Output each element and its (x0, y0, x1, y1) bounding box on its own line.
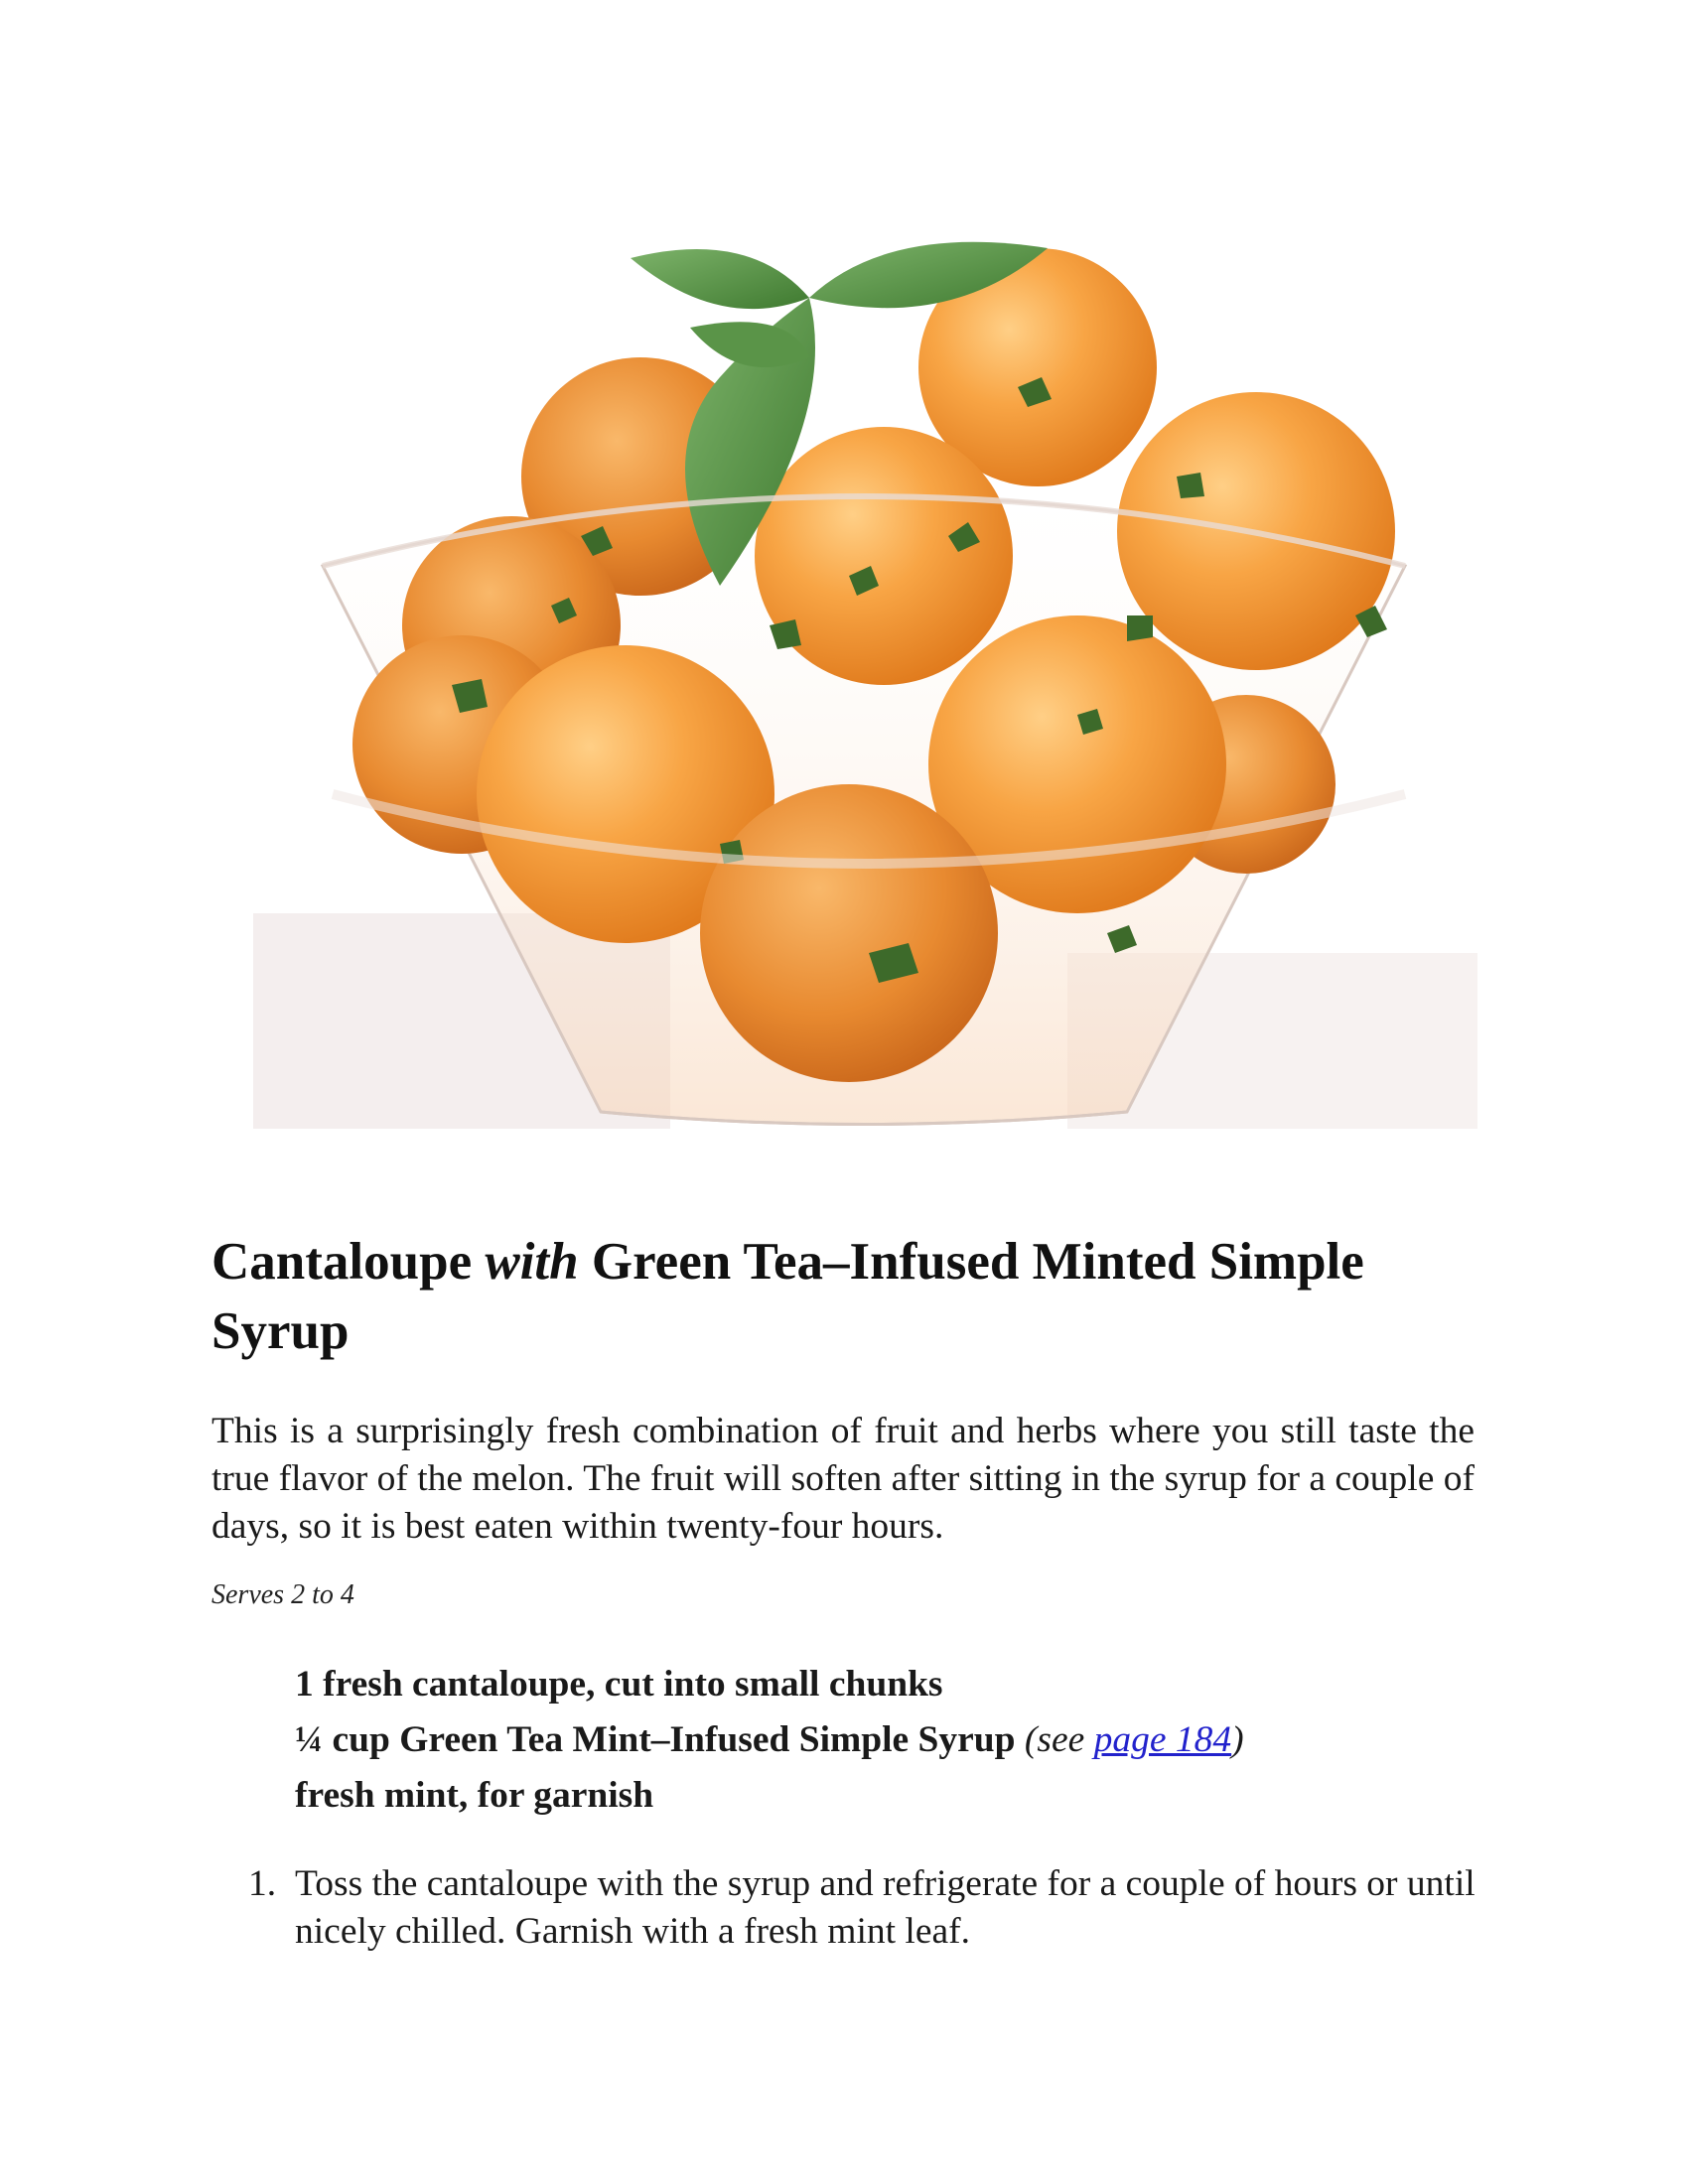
recipe-intro: This is a surprisingly fresh combination of fruit and herbs where you still taste the true flavor of the melon. The fruit will soften after sitting in the syrup for a couple of days, so it is best eaten within twenty-four hours. (211, 1411, 1475, 1547)
ingredient-note-open: (see (1015, 1719, 1094, 1760)
cantaloupe-photo (253, 238, 1477, 1129)
step-item (248, 1860, 1477, 1956)
ingredient-item (295, 1657, 1244, 1712)
serves-note: Serves 2 to 4 (211, 1579, 354, 1610)
ingredient-item (295, 1712, 1244, 1768)
step-text: Toss the cantaloupe with the syrup and refrigerate for a couple of hours or until nicely chilled. Garnish with a fresh mint leaf. (295, 1863, 1476, 1952)
title-part-3: Green Tea–Infused Minted Simple Syrup (211, 1233, 1364, 1360)
ingredient-item (295, 1768, 1244, 1824)
title-part-1: Cantaloupe (211, 1233, 486, 1291)
step-list (248, 1860, 1477, 1956)
ingredient-text: ¼ cup Green Tea Mint–Infused Simple Syrup (295, 1719, 1016, 1760)
ingredient-note-close: ) (1231, 1719, 1244, 1760)
title-part-2: with (485, 1233, 579, 1291)
ingredient-list (295, 1657, 1244, 1824)
ingredient-text: 1 fresh cantaloupe, cut into small chunks (295, 1664, 943, 1705)
page-link[interactable]: page 184 (1093, 1719, 1232, 1760)
ingredient-text: fresh mint, for garnish (295, 1775, 654, 1816)
step-number: 1. (248, 1863, 277, 1904)
recipe-title (211, 1227, 1482, 1366)
